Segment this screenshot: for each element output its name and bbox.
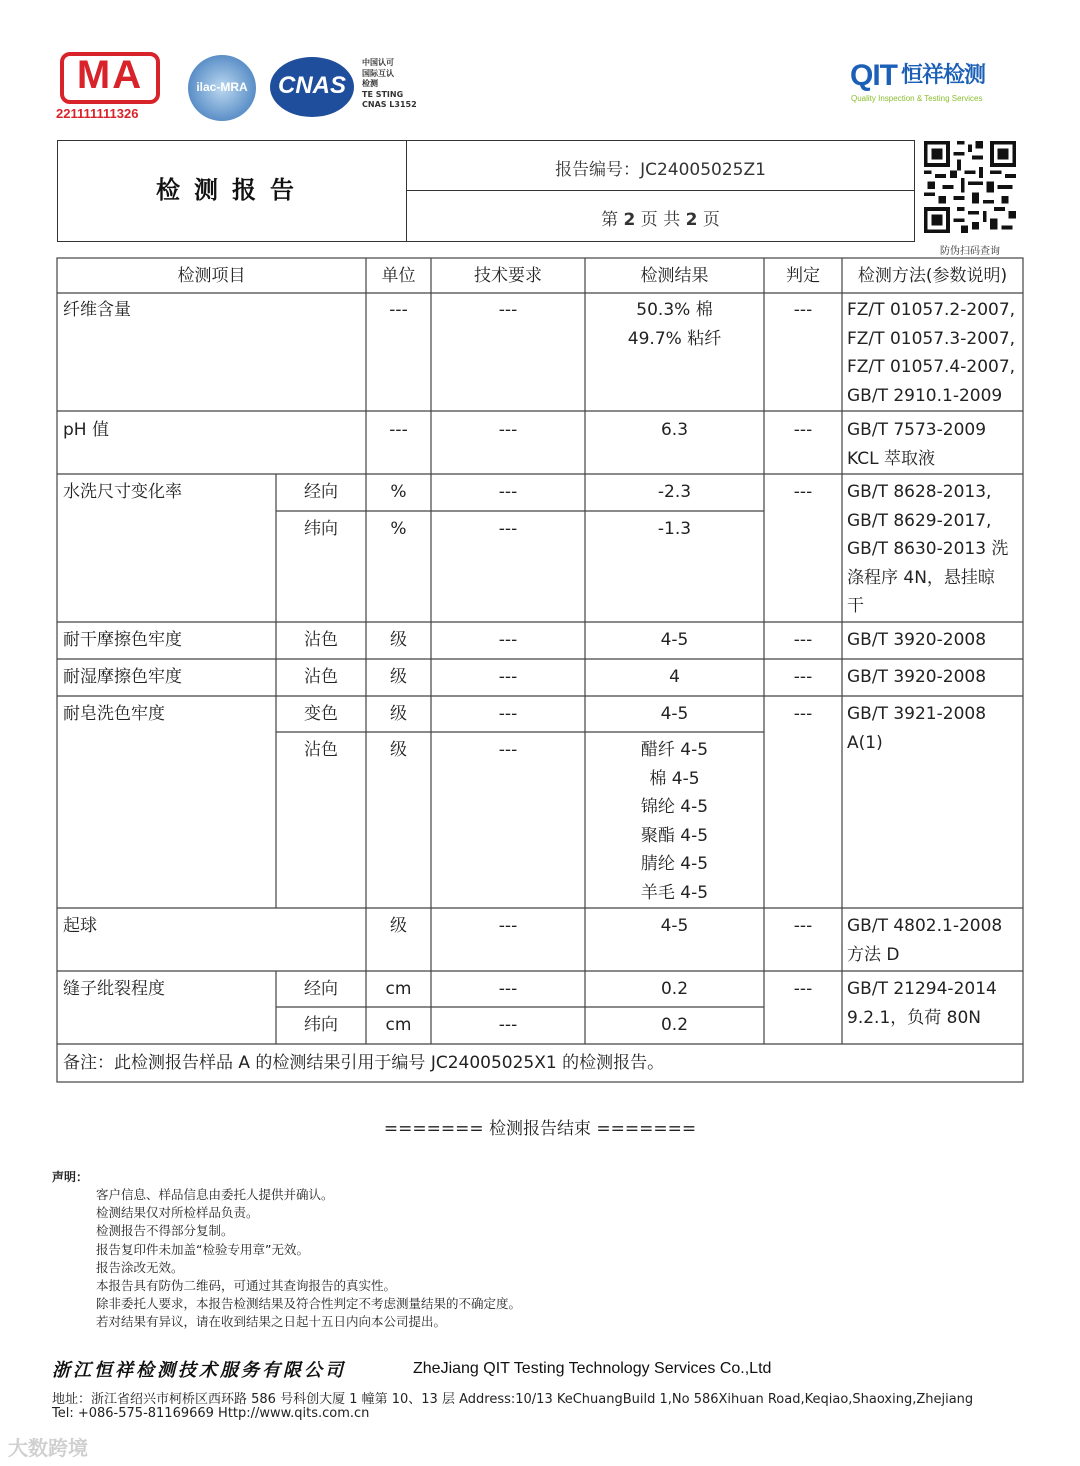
row-fiber-requirement: --- <box>498 300 518 320</box>
col-header-method: 检测方法(参数说明) <box>857 266 1008 286</box>
row-pilling-requirement: --- <box>498 916 518 936</box>
row-seam-req-warp: --- <box>498 979 518 999</box>
cma-logo-text: MA <box>76 53 144 97</box>
header-divider-horizontal <box>406 190 915 191</box>
row-soap-result-change: 4-5 <box>660 704 689 724</box>
row-soap-item: 耐皂洗色牢度 <box>63 704 165 724</box>
row-pilling-method: GB/T 4802.1-2008 方法 D <box>847 916 1003 965</box>
declaration-line: 报告复印件未加盖“检验专用章”无效。 <box>96 1241 309 1257</box>
row-seam-judgement: --- <box>793 979 813 999</box>
table-remark: 备注：此检测报告样品 A 的检测结果引用于编号 JC24005025X1 的检测报告。 <box>63 1053 665 1073</box>
col-header-result: 检测结果 <box>640 266 709 286</box>
row-pilling-judgement: --- <box>793 916 813 936</box>
row-dryrub-judgement: --- <box>793 630 813 650</box>
row-dryrub-item: 耐干摩擦色牢度 <box>63 630 182 650</box>
row-seam-sub-warp: 经向 <box>304 979 338 999</box>
declaration-line: 检测结果仅对所检样品负责。 <box>96 1205 259 1221</box>
company-name-en: ZheJiang QIT Testing Technology Services Co.,Ltd <box>413 1360 772 1377</box>
row-wash-req-weft: --- <box>498 519 518 539</box>
qr-code-icon <box>924 141 1016 233</box>
row-wash-sub-warp: 经向 <box>304 482 338 502</box>
ilac-mra-text: ilac-MRA <box>196 80 248 94</box>
row-fiber-judgement: --- <box>793 300 813 320</box>
cnas-side-text: 中国认可 国际互认 检测 TE STING CNAS L3152 <box>362 58 417 109</box>
cnas-logo-text: CNAS <box>277 72 346 99</box>
row-soap-req-stain: --- <box>498 740 518 760</box>
row-dryrub-unit: 级 <box>390 630 407 650</box>
row-seam-req-weft: --- <box>498 1015 518 1035</box>
row-soap-result-stain: 醋纤 4-5 棉 4-5 锦纶 4-5 聚酯 4-5 腈纶 4-5 羊毛 4-5 <box>640 740 709 903</box>
row-wash-sub-weft: 纬向 <box>304 519 338 539</box>
declaration-line: 除非委托人要求，本报告检测结果及符合性判定不考虑测量结果的不确定度。 <box>96 1296 522 1312</box>
declaration-line: 检测报告不得部分复制。 <box>96 1223 234 1239</box>
row-wetrub-item: 耐湿摩擦色牢度 <box>63 667 182 687</box>
row-seam-item: 缝子纰裂程度 <box>63 979 165 999</box>
row-wetrub-method: GB/T 3920-2008 <box>847 667 987 687</box>
row-dryrub-requirement: --- <box>498 630 518 650</box>
declaration-list <box>96 1186 521 1332</box>
row-seam-result-warp: 0.2 <box>660 979 689 999</box>
row-soap-judgement: --- <box>793 704 813 724</box>
row-dryrub-result: 4-5 <box>660 630 689 650</box>
row-soap-sub-stain: 沾色 <box>304 740 338 760</box>
cma-number: 221111111326 <box>56 106 139 121</box>
col-header-item: 检测项目 <box>177 266 246 286</box>
row-ph-result: 6.3 <box>660 420 689 440</box>
declaration-line: 报告涂改无效。 <box>96 1259 184 1275</box>
row-dryrub-sub: 沾色 <box>304 630 338 650</box>
company-contact: Tel: +086-575-81169669 Http://www.qits.com.cn <box>52 1406 370 1421</box>
row-soap-unit-stain: 级 <box>390 740 407 760</box>
watermark: 大数跨境 <box>8 1436 88 1460</box>
declaration-line: 本报告具有防伪二维码，可通过其查询报告的真实性。 <box>96 1278 397 1294</box>
row-seam-method: GB/T 21294-2014 9.2.1，负荷 80N <box>847 979 997 1028</box>
company-address: 地址：浙江省绍兴市柯桥区西环路 586 号科创大厦 1 幢第 10、13 层 Address:10/13 KeChuangBuild 1,No 586Xihuan Road,Keqiao,Shaoxing,Zhejiang <box>52 1392 974 1407</box>
row-wetrub-judgement: --- <box>793 667 813 687</box>
row-wash-req-warp: --- <box>498 482 518 502</box>
row-wetrub-requirement: --- <box>498 667 518 687</box>
row-fiber-method: FZ/T 01057.2-2007, FZ/T 01057.3-2007, FZ/T 01057.4-2007, GB/T 2910.1-2009 <box>847 300 1016 406</box>
row-soap-sub-change: 变色 <box>304 704 338 724</box>
report-title: 检测报告 <box>156 176 308 204</box>
col-header-requirement: 技术要求 <box>474 266 542 286</box>
row-soap-unit-change: 级 <box>390 704 407 724</box>
row-seam-unit-warp: cm <box>385 979 412 999</box>
report-end-marker: ======= 检测报告结束 ======= <box>383 1119 697 1139</box>
row-wetrub-result: 4 <box>669 667 680 687</box>
report-number: 报告编号：JC24005025Z1 <box>555 160 766 180</box>
declaration-line: 若对结果有异议，请在收到结果之日起十五日内向本公司提出。 <box>96 1314 447 1330</box>
row-wash-unit-weft: % <box>390 519 407 539</box>
col-header-unit: 单位 <box>381 266 416 286</box>
row-wash-unit-warp: % <box>390 482 407 502</box>
row-wetrub-unit: 级 <box>390 667 407 687</box>
col-header-judgement: 判定 <box>786 266 820 286</box>
row-dryrub-method: GB/T 3920-2008 <box>847 630 987 650</box>
qr-caption: 防伪扫码查询 <box>940 246 1000 257</box>
declaration-heading: 声明： <box>52 1170 89 1184</box>
page-counter: 第 2 页 共 2 页 <box>601 210 720 230</box>
row-pilling-result: 4-5 <box>660 916 689 936</box>
row-wash-result-warp: -2.3 <box>657 482 692 502</box>
declaration-line: 客户信息、样品信息由委托人提供并确认。 <box>96 1187 334 1202</box>
qit-logo: QIT 恒祥检测 <box>850 59 986 92</box>
row-ph-requirement: --- <box>498 420 518 440</box>
row-wash-item: 水洗尺寸变化率 <box>63 482 182 502</box>
row-fiber-item: 纤维含量 <box>63 300 131 320</box>
row-fiber-unit: --- <box>389 300 408 320</box>
qit-tagline: Quality Inspection & Testing Services <box>851 94 983 103</box>
row-soap-req-change: --- <box>498 704 518 724</box>
row-ph-method: GB/T 7573-2009 KCL 萃取液 <box>847 420 987 469</box>
row-soap-method: GB/T 3921-2008 A(1) <box>847 704 987 753</box>
row-wash-judgement: --- <box>793 482 813 502</box>
row-seam-unit-weft: cm <box>385 1015 412 1035</box>
row-fiber-result: 50.3% 棉 49.7% 粘纤 <box>627 300 722 349</box>
row-wetrub-sub: 沾色 <box>304 667 338 687</box>
row-ph-item: pH 值 <box>63 420 109 440</box>
company-name-cn: 浙江恒祥检测技术服务有限公司 <box>52 1360 346 1381</box>
row-pilling-unit: 级 <box>390 916 407 936</box>
row-seam-result-weft: 0.2 <box>660 1015 689 1035</box>
row-ph-judgement: --- <box>793 420 813 440</box>
row-ph-unit: --- <box>389 420 408 440</box>
row-seam-sub-weft: 纬向 <box>304 1015 338 1035</box>
row-wash-method: GB/T 8628-2013, GB/T 8629-2017, GB/T 8630-2013 洗 涤程序 4N，悬挂晾 干 <box>847 482 1009 616</box>
row-wash-result-weft: -1.3 <box>657 519 692 539</box>
row-pilling-item: 起球 <box>63 916 97 936</box>
